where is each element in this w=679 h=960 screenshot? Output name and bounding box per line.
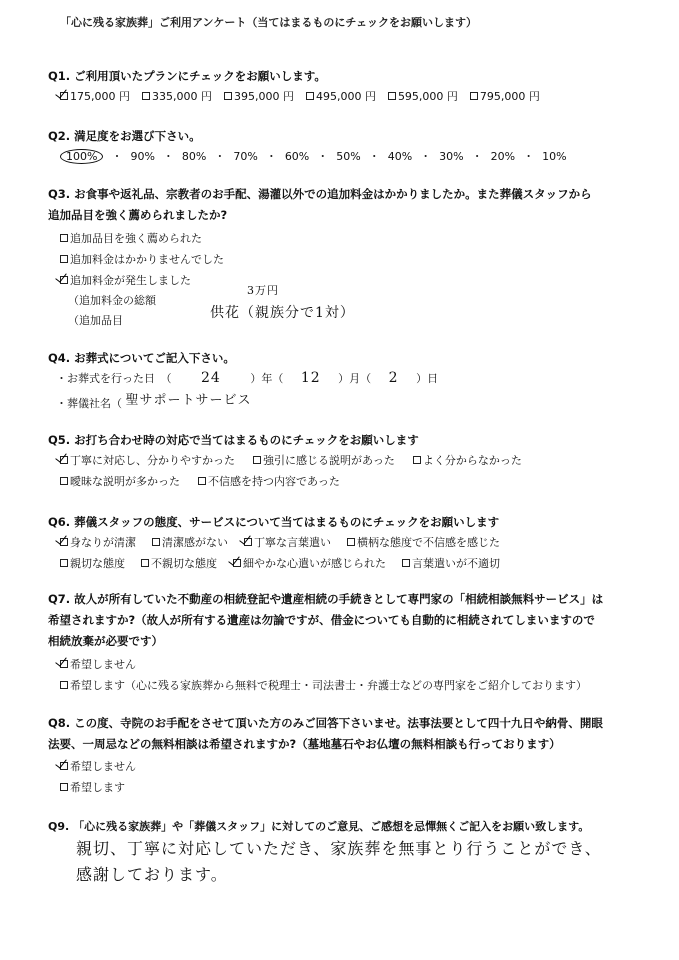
q9-text: 「心に残る家族葬」や「葬儀スタッフ」に対してのご意見、ご感想を忌憚無くご記入をお願い致します。 <box>73 820 590 833</box>
option-label: 身なりが清潔 <box>70 536 136 549</box>
checkbox[interactable] <box>60 276 68 284</box>
option-label: 曖昧な説明が多かった <box>70 475 180 488</box>
q3-items-label: （追加品目 <box>68 314 123 327</box>
q7-option-2 <box>60 677 601 693</box>
q9-number: Q9. <box>48 820 70 833</box>
checkbox[interactable] <box>142 92 150 100</box>
separator: ・ <box>523 150 535 163</box>
q5-option[interactable] <box>198 473 340 489</box>
q8-line2: 法要、一周忌などの無料相談は希望されますか?（墓地墓石やお仏壇の無料相談も行っております） <box>48 737 561 751</box>
option-label: 丁寧に対応し、分かりやすかった <box>70 454 235 467</box>
checkbox[interactable] <box>60 255 68 263</box>
option-label: 追加品目を強く薦められた <box>70 232 202 245</box>
q5-option[interactable] <box>413 452 522 468</box>
q4-date-label: ・お葬式を行った日 （ <box>56 372 172 385</box>
separator: ・ <box>420 150 432 163</box>
checkbox[interactable] <box>253 456 261 464</box>
q4-company-label: ・葬儀社名（ <box>56 397 122 410</box>
checkbox[interactable] <box>152 538 160 546</box>
checkbox[interactable] <box>60 762 68 770</box>
q4-year: 24 <box>201 370 221 386</box>
q3-option[interactable] <box>60 251 224 267</box>
q4-month: 12 <box>300 370 321 386</box>
q7-number: Q7. <box>48 592 71 606</box>
q6-number: Q6. <box>48 515 71 529</box>
q7-line2: 希望されますか?（故人が所有する遺産は勿論ですが、借金についても自動的に相続されてしまいますので <box>48 613 595 627</box>
q2-question <box>48 128 201 144</box>
q4-text: お葬式についてご記入下さい。 <box>74 351 235 365</box>
checkbox[interactable] <box>60 783 68 791</box>
q1-text: ご利用頂いたプランにチェックをお願いします。 <box>74 69 326 83</box>
checkbox[interactable] <box>60 234 68 242</box>
q3-handwritten-items: 供花（親族分で1対） <box>210 305 355 321</box>
q4-number: Q4. <box>48 351 71 365</box>
q2-number: Q2. <box>48 129 71 143</box>
q3-line1: お食事や返礼品、宗教者のお手配、湯灌以外での追加料金はかかりましたか。また葬儀スタッフから <box>74 187 592 201</box>
separator: ・ <box>111 150 123 163</box>
checkbox[interactable] <box>60 477 68 485</box>
q5-option[interactable] <box>60 452 235 468</box>
q6-options-row2 <box>60 555 516 571</box>
option-label: 595,000 円 <box>397 90 458 103</box>
q2-satisfaction-option[interactable]: 10% <box>542 150 567 163</box>
checkbox[interactable] <box>60 681 68 689</box>
q3-line2: 追加品目を強く薦められましたか? <box>48 208 228 222</box>
q2-satisfaction-option[interactable]: 50% <box>336 150 361 163</box>
q4-day: 2 <box>388 370 399 386</box>
q9-handwritten-line1: 親切、丁寧に対応していただき、家族葬を無事とり行うことができ、 <box>76 839 602 858</box>
q6-question <box>48 514 499 530</box>
separator: ・ <box>214 150 226 163</box>
q9-question <box>48 818 589 834</box>
checkbox[interactable] <box>60 538 68 546</box>
q7-line3: 相続放棄が必要です） <box>48 634 163 648</box>
q6-option[interactable] <box>60 555 125 571</box>
q5-question <box>48 432 419 448</box>
option-label: 175,000 円 <box>70 90 130 103</box>
q2-satisfaction-option[interactable]: 40% <box>387 150 413 163</box>
option-label: 希望します <box>70 781 125 794</box>
option-label: 細やかな心遣いが感じられた <box>243 557 386 570</box>
q3-option[interactable] <box>60 230 202 246</box>
q6-option[interactable] <box>152 534 228 550</box>
q1-number: Q1. <box>48 69 71 83</box>
survey-header: 「心に残る家族葬」ご利用アンケート（当てはまるものにチェックをお願いします） <box>60 16 478 29</box>
q8-option-request[interactable] <box>60 779 125 795</box>
q6-option[interactable] <box>347 534 500 550</box>
checkbox[interactable] <box>60 660 68 668</box>
q2-text: 満足度をお選び下さい。 <box>74 129 201 143</box>
q8-line1: この度、寺院のお手配をさせて頂いた方のみご回答下さいませ。法事法要として四十九日や納骨、開眼 <box>74 716 603 730</box>
separator: ・ <box>471 150 483 163</box>
q3-handwritten-total: 3万円 <box>247 284 279 297</box>
option-label: 追加料金が発生しました <box>70 274 191 287</box>
q4-company-row <box>56 392 252 411</box>
q2-satisfaction-option[interactable]: 60% <box>284 150 310 163</box>
option-label: 言葉遣いが不適切 <box>412 557 500 570</box>
q8-option-decline[interactable] <box>60 758 136 774</box>
q3-option-row <box>60 230 216 246</box>
option-label: 795,000 円 <box>479 90 540 103</box>
separator: ・ <box>162 150 174 163</box>
q6-option[interactable] <box>402 555 500 571</box>
q8-question <box>48 713 648 755</box>
q7-question <box>48 589 648 652</box>
option-label: よく分からなかった <box>422 454 522 467</box>
checkbox[interactable] <box>470 92 478 100</box>
q3-option[interactable] <box>60 272 191 288</box>
separator: ・ <box>368 150 380 163</box>
checkbox[interactable] <box>60 456 68 464</box>
q6-option[interactable] <box>233 555 386 571</box>
q1-options <box>60 88 552 104</box>
q5-option[interactable] <box>60 473 180 489</box>
q6-options-row1 <box>60 534 516 550</box>
q1-question <box>48 68 326 84</box>
checkbox[interactable] <box>141 559 149 567</box>
q2-satisfaction-option[interactable]: 90% <box>130 150 155 163</box>
q7-option-decline[interactable] <box>60 656 136 672</box>
q4-day-label: ）日 <box>416 372 439 385</box>
checkbox[interactable] <box>60 92 68 100</box>
option-label: 追加料金はかかりませんでした <box>70 253 224 266</box>
option-label: 335,000 円 <box>151 90 212 103</box>
option-label: 不親切な態度 <box>151 557 217 570</box>
q3-total-label: （追加料金の総額 <box>68 294 156 307</box>
option-label: 495,000 円 <box>315 90 376 103</box>
q2-satisfaction-option[interactable]: 30% <box>439 150 464 163</box>
q1-plan-option[interactable] <box>306 88 376 104</box>
checkbox[interactable] <box>306 92 314 100</box>
option-label: 希望しません <box>70 658 136 671</box>
q2-satisfaction-option[interactable]: 100% <box>60 149 103 164</box>
q4-company: 聖サポートサービス <box>125 393 252 408</box>
checkbox[interactable] <box>60 559 68 567</box>
q1-plan-option[interactable] <box>142 88 212 104</box>
option-label: 清潔感がない <box>162 536 228 549</box>
q6-text: 葬儀スタッフの態度、サービスについて当てはまるものにチェックをお願いします <box>74 515 500 529</box>
option-label: 395,000 円 <box>233 90 294 103</box>
q3-number: Q3. <box>48 187 71 201</box>
q2-options <box>60 148 567 164</box>
q5-text: お打ち合わせ時の対応で当てはまるものにチェックをお願いします <box>74 433 419 447</box>
checkbox[interactable] <box>347 538 355 546</box>
q7-option-request[interactable] <box>60 677 587 693</box>
option-label: 親切な態度 <box>70 557 125 570</box>
q3-option-row <box>60 251 238 267</box>
option-label: 横柄な態度で不信感を感じた <box>357 536 500 549</box>
q3-option-row <box>60 272 205 288</box>
q1-plan-option[interactable] <box>388 88 458 104</box>
option-label: 希望しません <box>70 760 136 773</box>
q4-month-label: ）月（ <box>338 372 372 385</box>
q6-option[interactable] <box>141 555 217 571</box>
checkbox[interactable] <box>244 538 252 546</box>
checkbox[interactable] <box>233 559 241 567</box>
q6-option[interactable] <box>60 534 136 550</box>
checkbox[interactable] <box>198 477 206 485</box>
q6-option[interactable] <box>244 534 331 550</box>
q1-plan-option[interactable] <box>470 88 540 104</box>
option-label: 丁寧な言葉遣い <box>254 536 331 549</box>
q5-option[interactable] <box>253 452 395 468</box>
q4-year-label: ）年（ <box>250 372 284 385</box>
q2-satisfaction-option[interactable]: 70% <box>233 150 258 163</box>
q5-options-row1 <box>60 452 540 468</box>
q9-handwritten-line2: 感謝しております。 <box>76 865 228 884</box>
separator: ・ <box>317 150 329 163</box>
q3-question <box>48 184 648 226</box>
q7-option-1 <box>60 656 150 672</box>
checkbox[interactable] <box>224 92 232 100</box>
separator: ・ <box>265 150 277 163</box>
q8-option-2 <box>60 779 139 795</box>
checkbox[interactable] <box>402 559 410 567</box>
option-label: 強引に感じる説明があった <box>263 454 395 467</box>
option-label: 不信感を持つ内容であった <box>208 475 340 488</box>
q8-number: Q8. <box>48 716 71 730</box>
q1-plan-option[interactable] <box>60 88 130 104</box>
q4-question <box>48 350 235 366</box>
q1-plan-option[interactable] <box>224 88 294 104</box>
option-label: 希望します（心に残る家族葬から無料で税理士・司法書士・弁護士などの専門家をご紹介しております） <box>70 679 587 692</box>
q2-satisfaction-option[interactable]: 80% <box>181 150 207 163</box>
q4-date-row <box>56 370 438 386</box>
checkbox[interactable] <box>388 92 396 100</box>
q7-line1: 故人が所有していた不動産の相続登記や遺産相続の手続きとして専門家の「相続相談無料サービス」は <box>74 592 604 606</box>
q2-satisfaction-option[interactable]: 20% <box>490 150 516 163</box>
checkbox[interactable] <box>413 456 421 464</box>
q8-option-1 <box>60 758 150 774</box>
q5-number: Q5. <box>48 433 71 447</box>
q5-options-row2 <box>60 473 358 489</box>
